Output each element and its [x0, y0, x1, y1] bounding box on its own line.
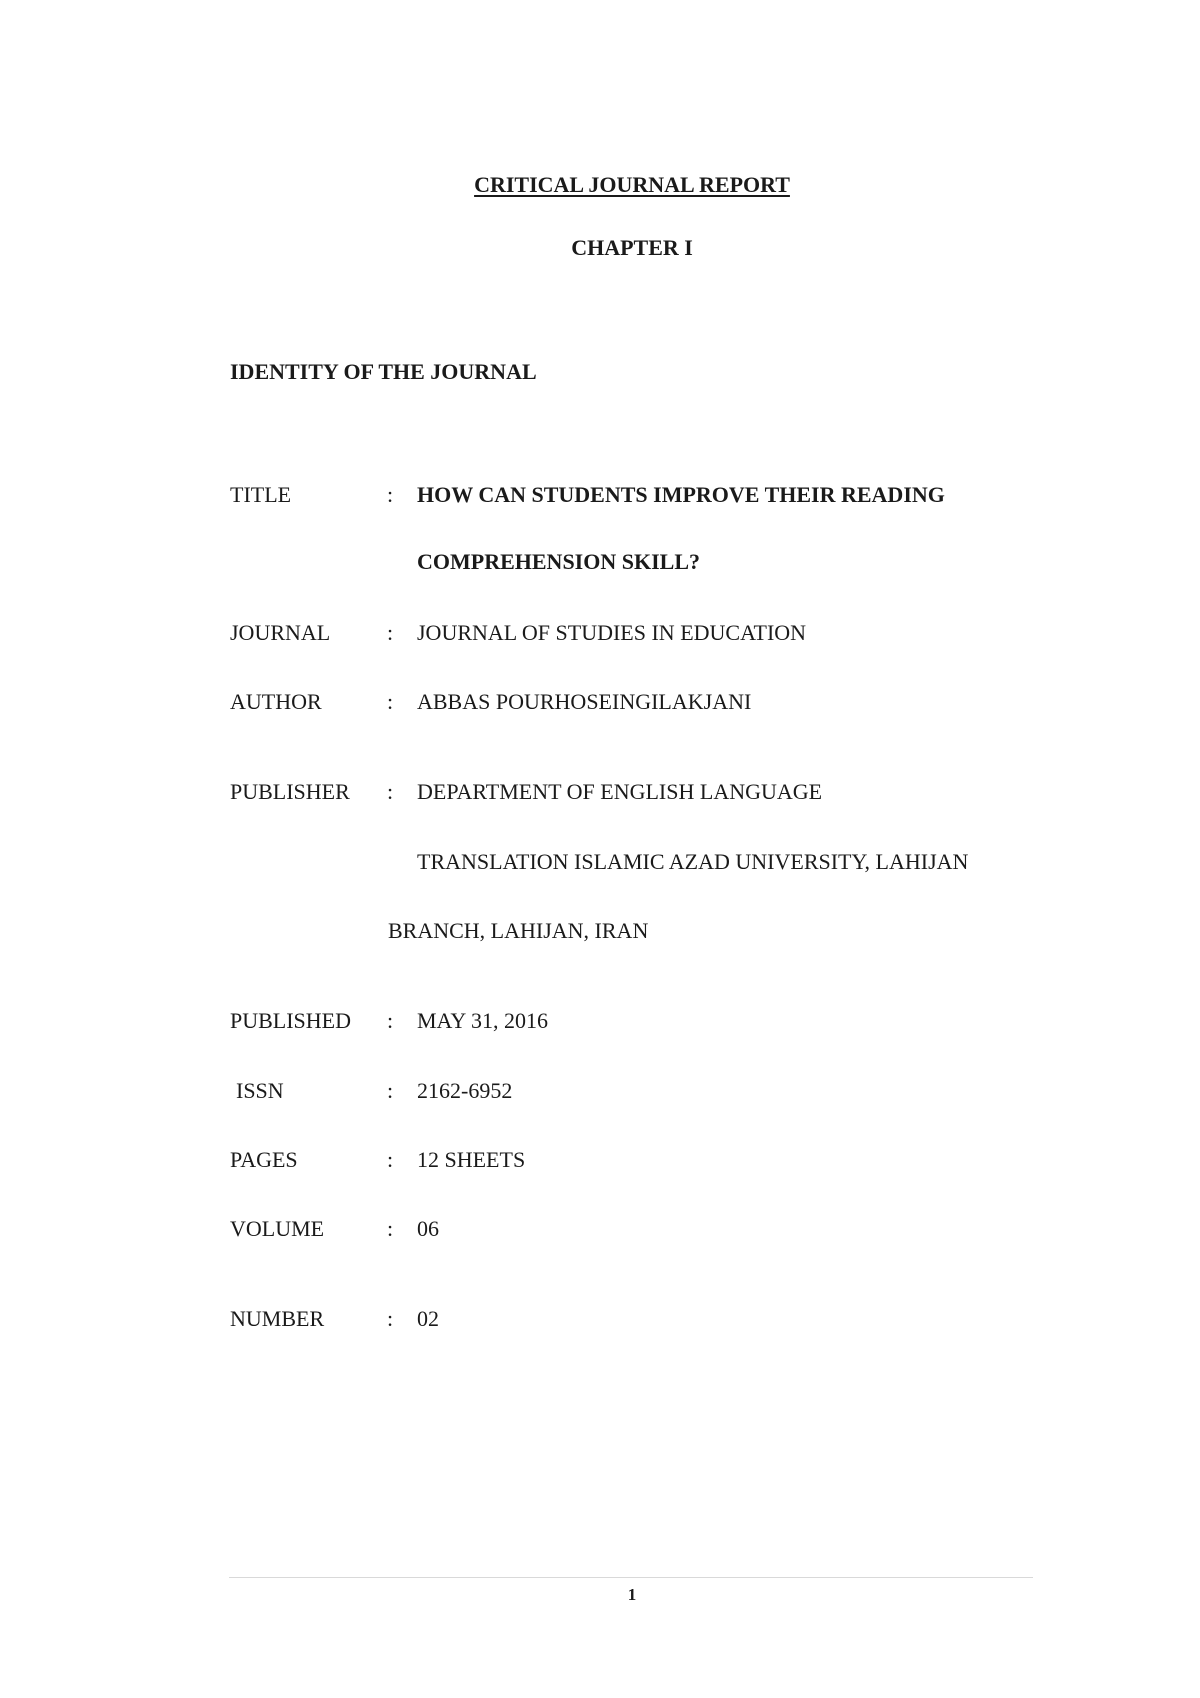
author-separator: : — [387, 689, 394, 714]
volume-label: VOLUME — [230, 1216, 325, 1241]
issn-value: 2162-6952 — [417, 1078, 513, 1103]
published-label: PUBLISHED — [230, 1008, 352, 1033]
publisher-value-line-3: BRANCH, LAHIJAN, IRAN — [388, 918, 649, 943]
publisher-label: PUBLISHER — [230, 779, 350, 804]
report-title: CRITICAL JOURNAL REPORT — [474, 172, 790, 197]
page-number: 1 — [627, 1585, 637, 1604]
issn-separator: : — [387, 1078, 394, 1103]
author-label: AUTHOR — [230, 689, 322, 714]
pages-value: 12 SHEETS — [417, 1147, 526, 1172]
journal-value: JOURNAL OF STUDIES IN EDUCATION — [417, 620, 807, 645]
volume-value: 06 — [417, 1216, 439, 1241]
section-heading: IDENTITY OF THE JOURNAL — [230, 359, 537, 384]
pages-label: PAGES — [230, 1147, 298, 1172]
volume-separator: : — [387, 1216, 394, 1241]
footer-divider — [229, 1577, 1033, 1578]
published-separator: : — [387, 1008, 394, 1033]
publisher-separator: : — [387, 779, 394, 804]
author-value: ABBAS POURHOSEINGILAKJANI — [417, 689, 752, 714]
publisher-value-line-1: DEPARTMENT OF ENGLISH LANGUAGE — [417, 779, 823, 804]
pages-separator: : — [387, 1147, 394, 1172]
published-value: MAY 31, 2016 — [417, 1008, 549, 1033]
title-value-line-1: HOW CAN STUDENTS IMPROVE THEIR READING — [417, 482, 945, 507]
journal-separator: : — [387, 620, 394, 645]
title-separator: : — [387, 482, 394, 507]
title-value-line-2: COMPREHENSION SKILL? — [417, 549, 700, 574]
title-label: TITLE — [230, 482, 292, 507]
issn-label: ISSN — [236, 1078, 284, 1103]
number-value: 02 — [417, 1306, 439, 1331]
number-separator: : — [387, 1306, 394, 1331]
number-label: NUMBER — [230, 1306, 325, 1331]
publisher-value-line-2: TRANSLATION ISLAMIC AZAD UNIVERSITY, LAHIJAN — [417, 849, 969, 874]
chapter-heading: CHAPTER I — [571, 235, 693, 260]
journal-label: JOURNAL — [230, 620, 331, 645]
